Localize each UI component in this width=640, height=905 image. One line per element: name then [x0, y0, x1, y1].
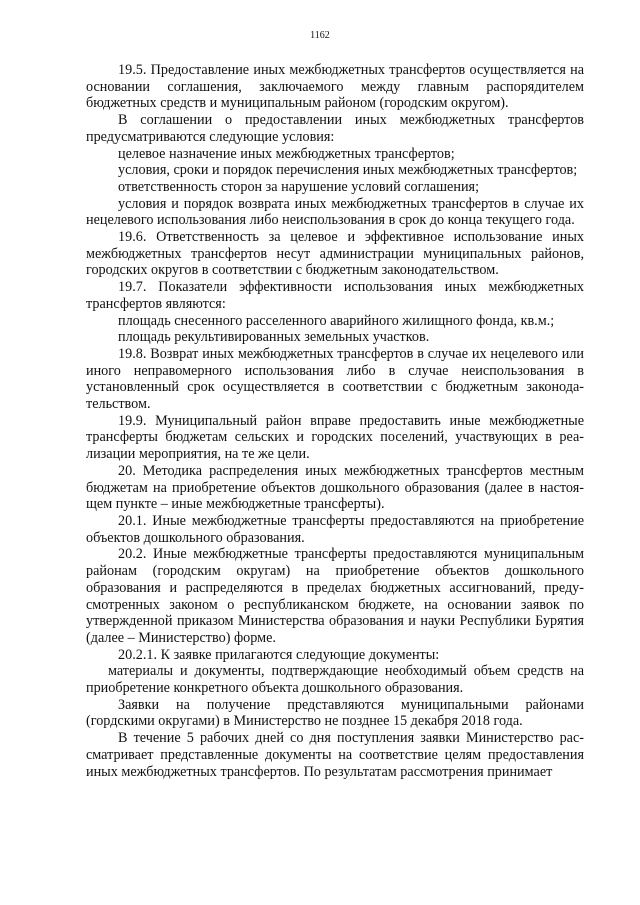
list-item-purpose: целевое назначение иных межбюджетных трансфертов;: [118, 145, 455, 162]
paragraph-20-1: 20.1. Иные межбюджетные трансферты предоставляются на приобретение объектов дошкольного образования.: [86, 512, 584, 546]
list-item-materials: материалы и документы, подтверждающие необходимый объем средств на приобретение конкретного объекта дошкольного образования.: [86, 663, 584, 697]
paragraph-19-5: 19.5. Предоставление иных межбюджетных трансфертов осуществляется на основании соглашения, заключаемого между главным распорядителем бюджетных средств и муниципальным районом (городским округом).: [86, 62, 584, 112]
paragraph-applications-deadline: Заявки на получение представляются муниципальными районами (гордскими округами) в Министерство не позднее 15 декабря 2018 года.: [86, 696, 584, 730]
paragraph-19-9: 19.9. Муниципальный район вправе предоставить иные межбюджетные трансферты бюджетам сельских и городских поселений, участвующих в реализации мероприятия, на те же цели.: [86, 412, 584, 463]
paragraph-agreement-conditions: В соглашении о предоставлении иных межбюджетных трансфертов предусматриваются следующие условия:: [86, 112, 584, 145]
page-number: 1162: [310, 30, 330, 41]
paragraph-20: 20. Методика распределения иных межбюджетных трансфертов местным бюджетам на приобретение объектов дошкольного образования (далее в настоящем пункте – иные межбюджетные трансферты).: [86, 462, 584, 513]
list-item-terms: условия, сроки и порядок перечисления иных межбюджетных трансфертов;: [118, 162, 578, 179]
paragraph-19-8: 19.8. Возврат иных межбюджетных трансфертов в случае их нецелевого или иного неправомерного использования либо в случае неиспользования в установленный срок осуществляется в соответствии с бюджетным законодательством.: [86, 345, 584, 413]
list-item-recultivated-area: площадь рекультивированных земельных участков.: [118, 329, 430, 346]
list-item-demolished-area: площадь снесенного расселенного аварийного жилищного фонда, кв.м.;: [118, 312, 555, 329]
list-item-responsibility: ответственность сторон за нарушение условий соглашения;: [118, 178, 480, 195]
document-body: [86, 62, 584, 780]
paragraph-20-2-1: 20.2.1. К заявке прилагаются следующие документы:: [118, 646, 440, 663]
paragraph-20-2: 20.2. Иные межбюджетные трансферты предоставляются муниципальным районам (городским округам) на приобретение объектов дошкольного образования и распределяются в пределах бюджетных ассигнований, предусмотренных законом о республиканском бюджете, на основании заявок по утвержденной приказом Министерства образования и науки Республики Бурятия (далее – Министерство) форме.: [86, 546, 584, 646]
paragraph-review-period: В течение 5 рабочих дней со дня поступления заявки Министерство рассматривает представленные документы на соответствие целям предоставления иных межбюджетных трансфертов. По результатам рассмотрения принимает: [86, 730, 584, 780]
list-item-return: условия и порядок возврата иных межбюджетных трансфертов в случае их нецелевого использования либо неиспользования в срок до конца текущего года.: [86, 195, 584, 229]
paragraph-19-6: 19.6. Ответственность за целевое и эффективное использование иных межбюджетных трансфертов несут администрации муниципальных районов, городских округов в соответствии с бюджетным законодательством.: [86, 229, 584, 279]
paragraph-19-7: 19.7. Показатели эффективности использования иных межбюджетных трансфертов являются:: [86, 279, 584, 312]
